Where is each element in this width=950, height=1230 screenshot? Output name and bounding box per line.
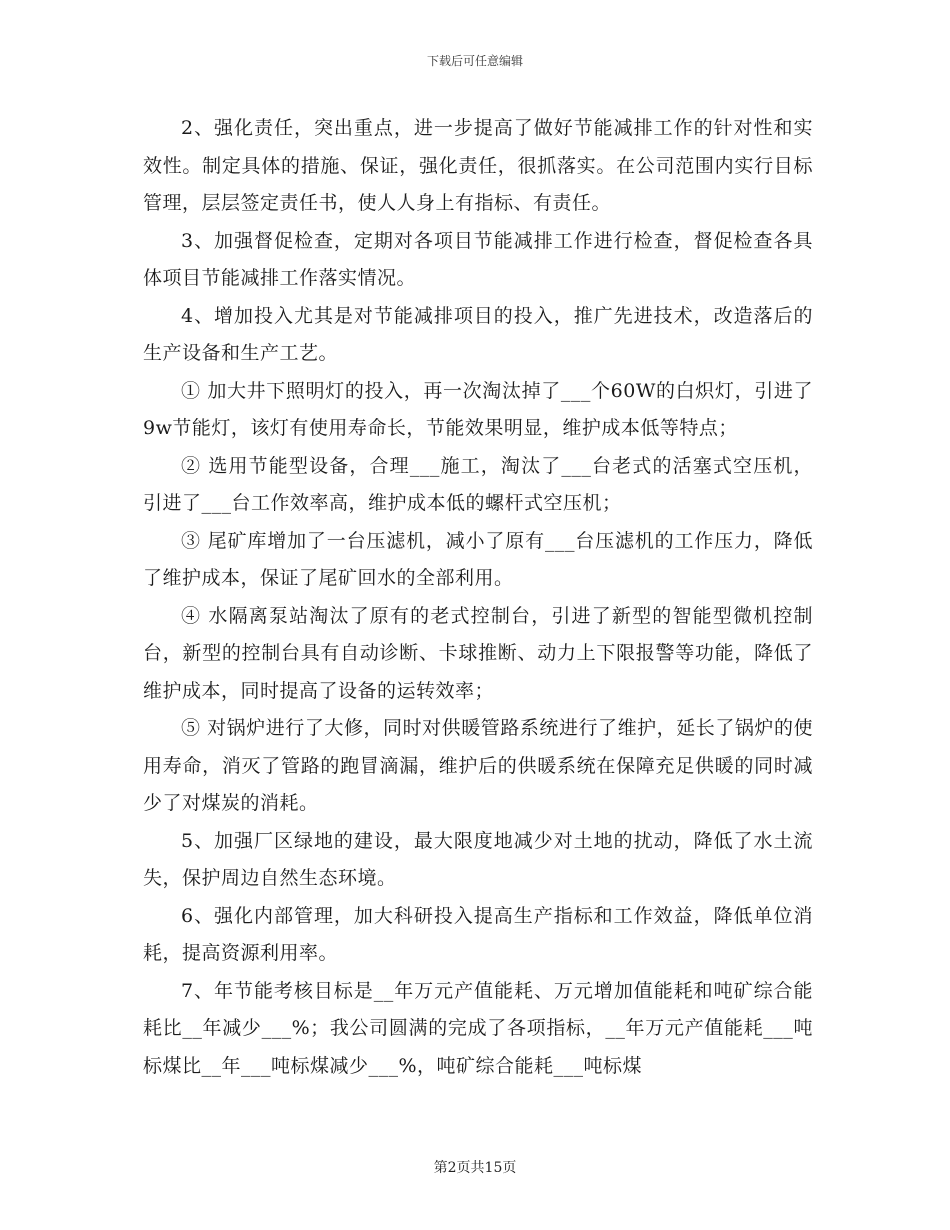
paragraph: ④ 水隔离泵站淘汰了原有的老式控制台，引进了新型的智能型微机控制台，新型的控制台具有自动诊断、卡球推断、动力上下限报警等功能，降低了维护成本，同时提高了设备的运转效率； [143,604,813,702]
paragraph: 4、增加投入尤其是对节能减排项目的投入，推广先进技术，改造落后的生产设备和生产工艺。 [143,304,813,364]
page-number: 第2页共15页 [433,1160,517,1176]
paragraph: 6、强化内部管理，加大科研投入提高生产指标和工作效益，降低单位消耗，提高资源利用率。 [143,904,813,964]
paragraph: 7、年节能考核目标是__年万元产值能耗、万元增加值能耗和吨矿综合能耗比__年减少___%；我公司圆满的完成了各项指标，__年万元产值能耗___吨标煤比__年___吨标煤减少___%，吨矿综合能耗___吨标煤 [143,979,813,1077]
paragraph: 3、加强督促检查，定期对各项目节能减排工作进行检查，督促检查各具体项目节能减排工作落实情况。 [143,229,813,289]
paragraph: 5、加强厂区绿地的建设，最大限度地减少对土地的扰动，降低了水土流失，保护周边自然生态环境。 [143,829,813,889]
page-header: 下载后可任意编辑 [426,54,523,68]
paragraph: ③ 尾矿库增加了一台压滤机，减小了原有___台压滤机的工作压力，降低了维护成本，保证了尾矿回水的全部利用。 [143,529,813,589]
document-body [143,110,813,1085]
paragraph: 2、强化责任，突出重点，进一步提高了做好节能减排工作的针对性和实效性。制定具体的措施、保证，强化责任，很抓落实。在公司范围内实行目标管理，层层签定责任书，使人人身上有指标、有责任。 [143,117,813,214]
paragraph: ⑤ 对锅炉进行了大修，同时对供暖管路系统进行了维护，延长了锅炉的使用寿命，消灭了管路的跑冒滴漏，维护后的供暖系统在保障充足供暖的同时减少了对煤炭的消耗。 [143,717,813,814]
paragraph: ① 加大井下照明灯的投入，再一次淘汰掉了___个60W的白炽灯，引进了9w节能灯，该灯有使用寿命长，节能效果明显，维护成本低等特点； [143,379,813,439]
paragraph: ② 选用节能型设备，合理___施工，淘汰了___台老式的活塞式空压机，引进了___台工作效率高，维护成本低的螺杆式空压机； [143,454,813,514]
